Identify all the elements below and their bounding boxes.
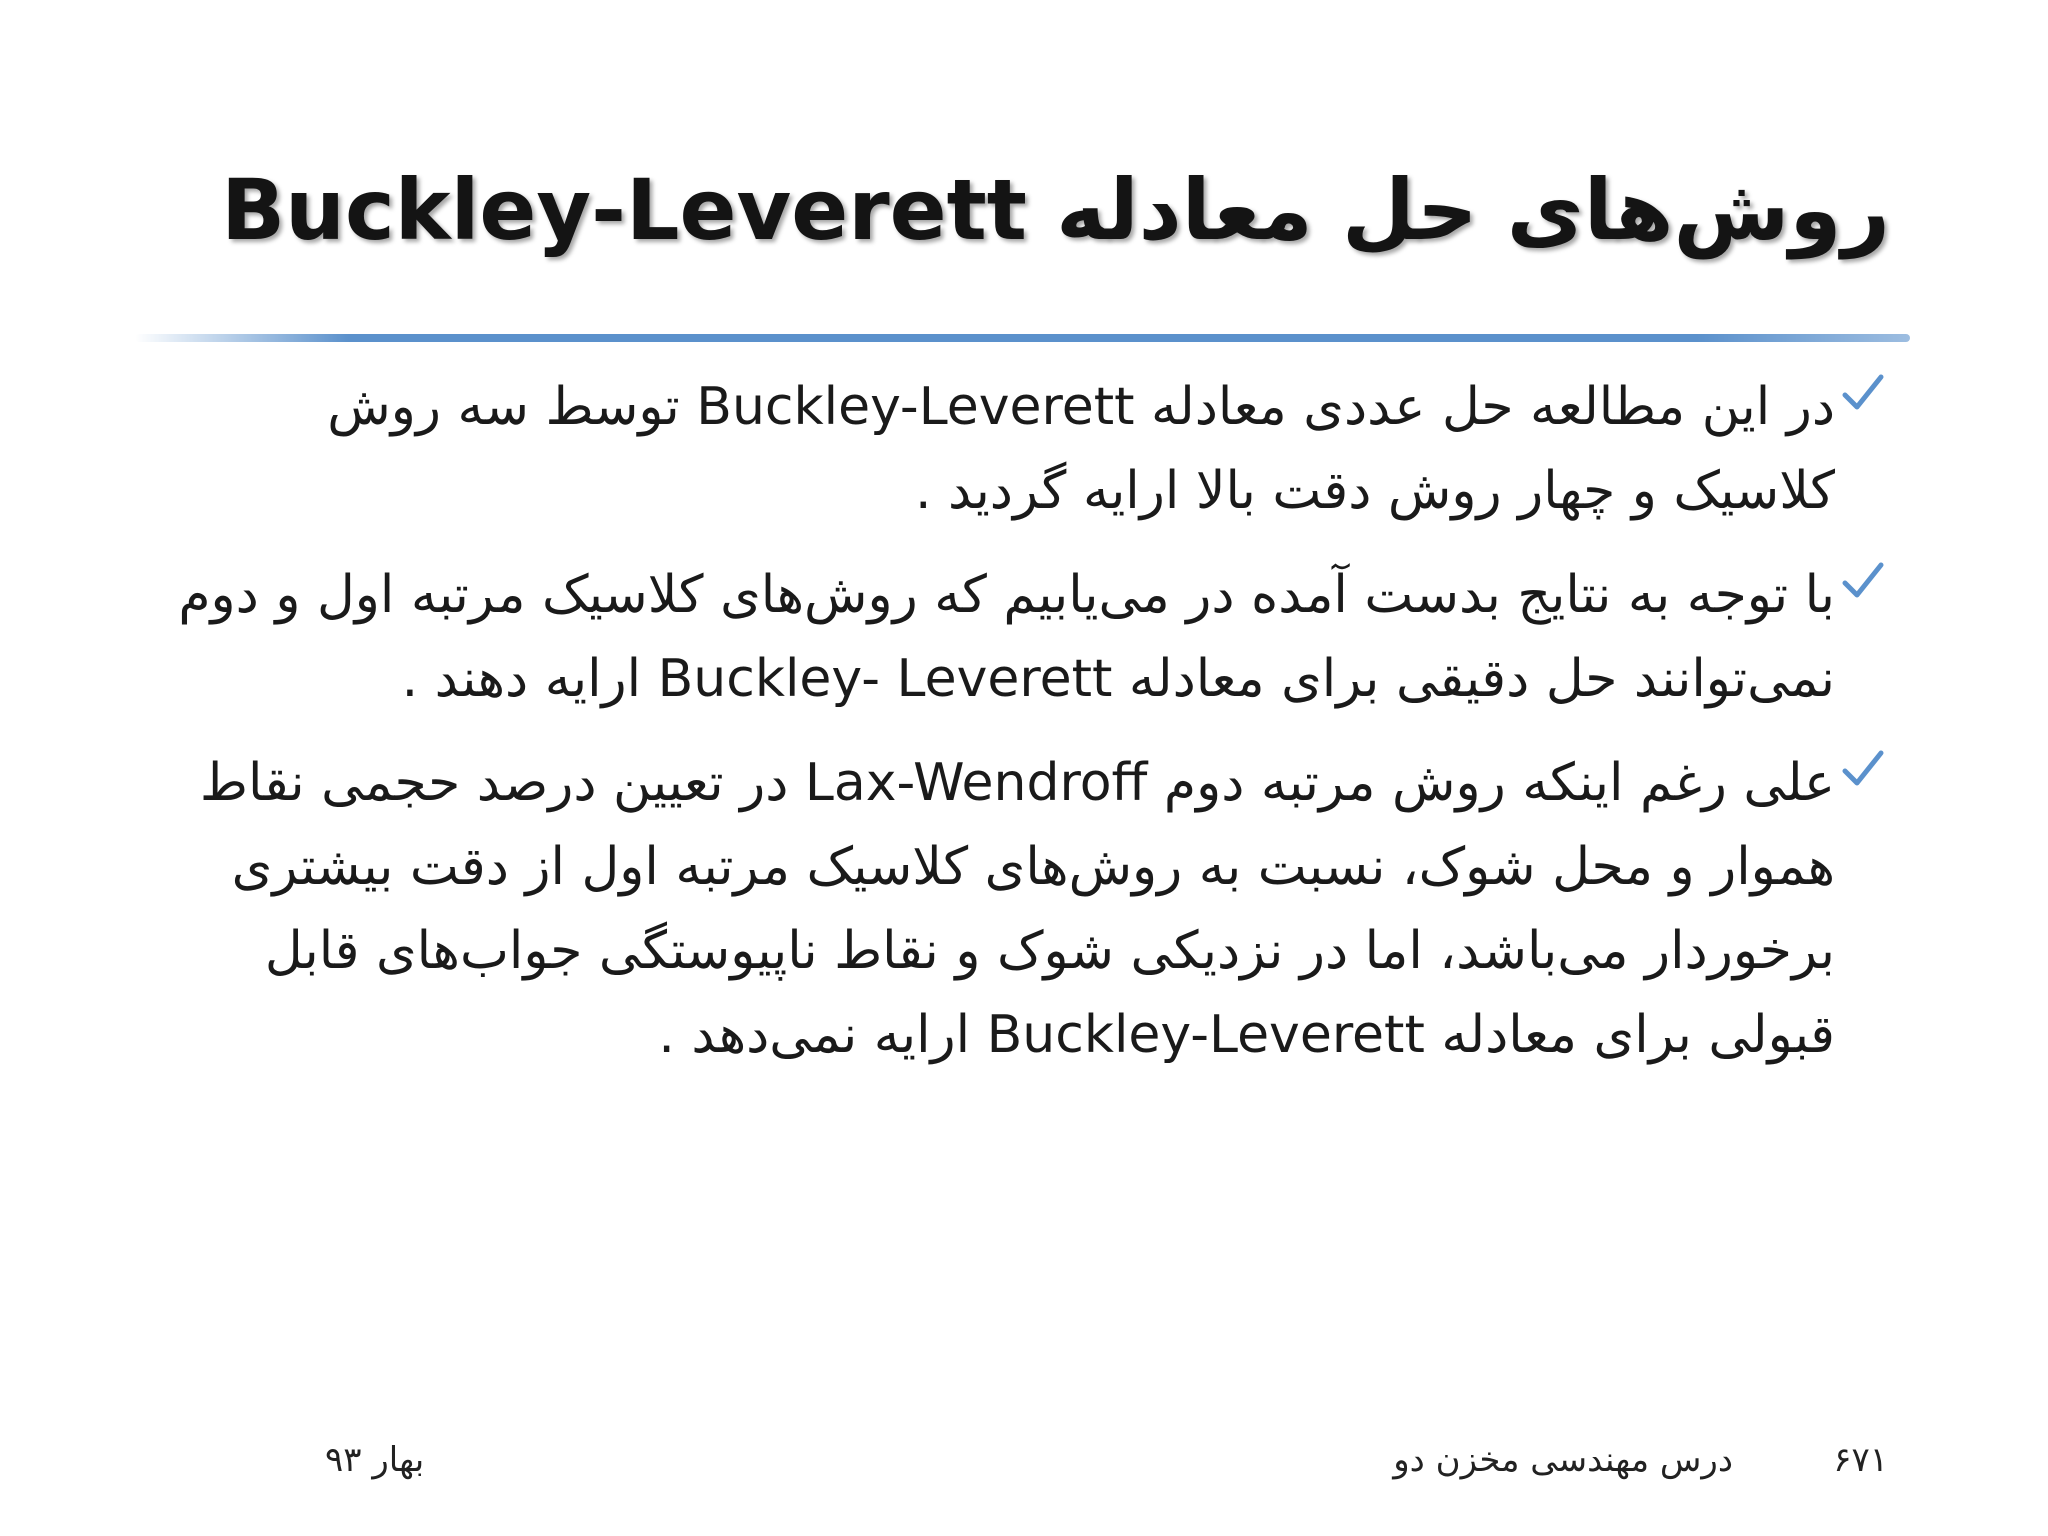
bullet-list xyxy=(165,365,1885,1097)
footer-course-name: درس مهندسی مخزن دو xyxy=(1393,1440,1733,1480)
bullet-text: علی رغم اینکه روش مرتبه دوم Lax-Wendroff در تعیین درصد حجمی نقاط هموار و محل شوک، نسبت به روش‌های کلاسیک مرتبه اول از دقت بیشتری برخوردار می‌باشد، اما در نزدیکی شوک و نقاط ناپیوستگی جواب‌های قابل قبولی برای معادله Buckley-Leverett ارایه نمی‌دهد . xyxy=(199,753,1835,1065)
bullet-item xyxy=(165,553,1885,721)
slide-title: روش‌های حل معادله Buckley-Leverett xyxy=(221,161,1890,259)
checkmark-icon xyxy=(1841,747,1885,791)
bullet-text: با توجه به نتایج بدست آمده در می‌یابیم که روش‌های کلاسیک مرتبه اول و دوم نمی‌توانند حل دقیقی برای معادله Buckley- Leverett ارایه دهند . xyxy=(178,565,1835,709)
checkmark-icon xyxy=(1841,559,1885,603)
checkmark-icon xyxy=(1841,371,1885,415)
title-divider xyxy=(135,334,1910,342)
bullet-item xyxy=(165,365,1885,533)
footer-page-number: ۶۷۱ xyxy=(1833,1440,1888,1480)
bullet-item xyxy=(165,741,1885,1077)
footer-term: بهار ۹۳ xyxy=(325,1440,425,1480)
bullet-text: در این مطالعه حل عددی معادله Buckley-Leverett توسط سه روش کلاسیک و چهار روش دقت بالا ارایه گردید . xyxy=(327,377,1835,521)
